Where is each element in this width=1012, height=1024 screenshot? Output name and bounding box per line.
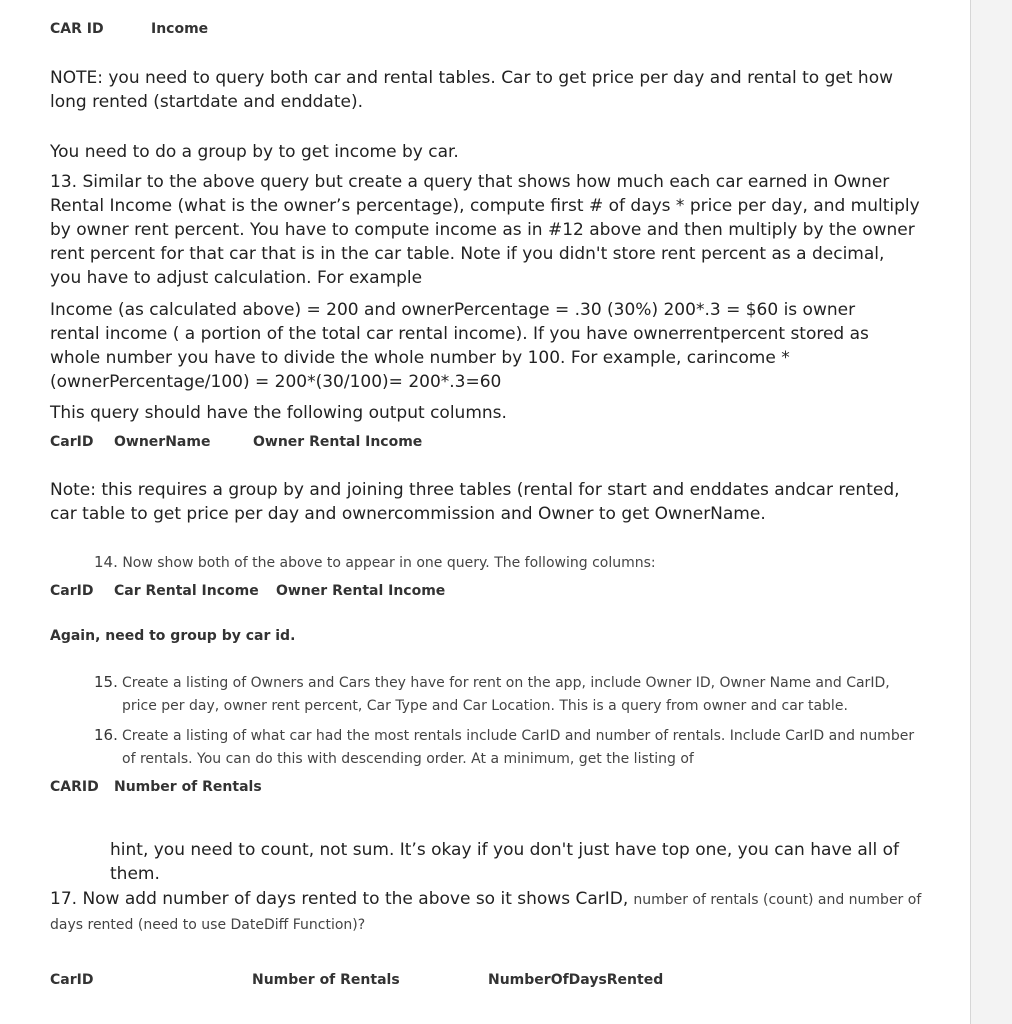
q17-rest: number of rentals (count) and number of days rented (need to use DateDiff Function)?: [50, 892, 922, 933]
q16-col-carid: CARID: [50, 779, 99, 795]
groupby-note: You need to do a group by to get income by car.: [50, 142, 459, 162]
q13-note: Note: this requires a group by and joining three tables (rental for start and enddates andcar rented, car table to get price per day and ownercommission and Owner to get OwnerName.: [50, 480, 900, 524]
q14-group-note: Again, need to group by car id.: [50, 628, 296, 644]
q13-paragraph: 13. Similar to the above query but create a query that shows how much each car earned in Owner Rental Income (what is the owner’s percentage), compute first # of days * price per day, and multiply by owner rent percent. You have to compute income as in #12 above and then multiply by the owner rent percent for that car that is in the car table. Note if you didn't store rent percent as a decimal, you have to adjust calculation. For example: [50, 172, 920, 288]
q16-hint: hint, you need to count, not sum. It’s okay if you don't just have top one, you can have all of them.: [110, 840, 899, 884]
header-income: Income: [151, 21, 209, 37]
q16-text: Create a listing of what car had the most rentals include CarID and number of rentals. Include CarID and number of rentals. You can do this with descending order. At a minimum, get the listing of: [122, 728, 915, 767]
q13-output-intro: This query should have the following output columns.: [50, 403, 507, 423]
q17-col-days-rented: NumberOfDaysRented: [488, 972, 664, 988]
q17-paragraph: [50, 887, 930, 937]
q17-col-number-of-rentals: Number of Rentals: [252, 972, 400, 988]
q14-item: [94, 551, 656, 575]
q13-col-ownername: OwnerName: [114, 434, 211, 450]
q15-text: Create a listing of Owners and Cars they have for rent on the app, include Owner ID, Owner Name and CarID, price per day, owner rent percent, Car Type and Car Location. This is a query from owner and car table.: [122, 675, 890, 714]
q17-lead: 17. Now add number of days rented to the above so it shows CarID,: [50, 889, 629, 909]
note-paragraph: NOTE: you need to query both car and rental tables. Car to get price per day and rental to get how long rented (startdate and enddate).: [50, 68, 894, 112]
header-car-id: CAR ID: [50, 21, 104, 37]
q14-col-carid: CarID: [50, 583, 94, 599]
q14-number: 14.: [94, 553, 118, 571]
q14-text: Now show both of the above to appear in one query. The following columns:: [122, 555, 656, 571]
q13-col-carid: CarID: [50, 434, 94, 450]
q14-col-owner-rental-income: Owner Rental Income: [276, 583, 446, 599]
q15-number: 15.: [94, 673, 118, 691]
q13-example-paragraph: Income (as calculated above) = 200 and ownerPercentage = .30 (30%) 200*.3 = $60 is owner rental income ( a portion of the total car rental income). If you have ownerrentpercent stored as whole number you have to divide the whole number by 100. For example, carincome * (ownerPercentage/100) = 200*(30/100)= 200*.3=60: [50, 300, 869, 392]
q17-col-carid: CarID: [50, 972, 94, 988]
q16-col-number-of-rentals: Number of Rentals: [114, 779, 262, 795]
q13-col-owner-rental-income: Owner Rental Income: [253, 434, 423, 450]
q16-number: 16.: [94, 726, 118, 744]
q14-col-car-rental-income: Car Rental Income: [114, 583, 259, 599]
